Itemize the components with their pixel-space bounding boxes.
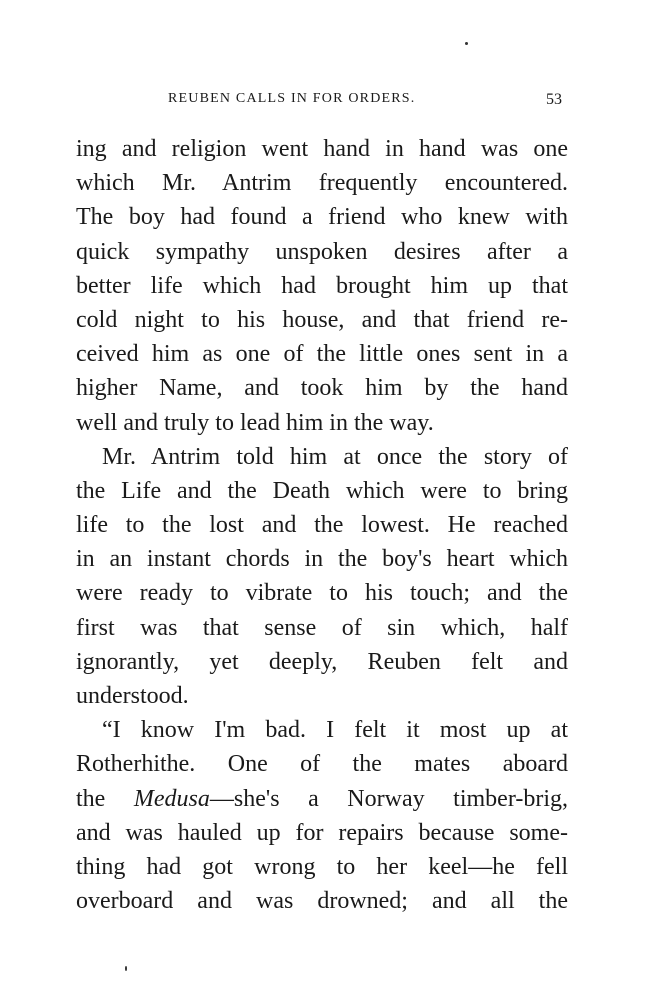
- text-line: well and truly to lead him in the way.: [76, 409, 434, 436]
- text-line: the Life and the Death which were to bring: [76, 477, 568, 504]
- line-part: the Medusa—she's a Norway timber-brig,: [76, 785, 568, 812]
- ship-name: Medusa: [133, 785, 210, 812]
- text-line: thing had got wrong to her keel—he fell: [76, 853, 568, 880]
- text-line: quick sympathy unspoken desires after a: [76, 238, 568, 265]
- text-line: cold night to his house, and that friend re-: [76, 306, 568, 333]
- text-line: “I know I'm bad. I felt it most up at: [102, 717, 568, 744]
- body-text: [76, 132, 568, 918]
- text-line: better life which had brought him up that: [76, 272, 568, 299]
- text-line: overboard and was drowned; and all the: [76, 888, 568, 915]
- running-title: REUBEN CALLS IN FOR ORDERS.: [168, 91, 416, 106]
- text-line: life to the lost and the lowest. He reached: [76, 512, 568, 539]
- print-speck: [465, 42, 468, 45]
- text-line: understood.: [76, 683, 189, 709]
- text-line: in an instant chords in the boy's heart which: [76, 546, 568, 573]
- text-line: ing and religion went hand in hand was one: [76, 136, 568, 162]
- text-line: and was hauled up for repairs because some-: [76, 819, 568, 846]
- text-line: The boy had found a friend who knew with: [76, 204, 568, 231]
- page-header: [76, 91, 562, 113]
- page-number: 53: [546, 91, 562, 108]
- text-line: first was that sense of sin which, half: [76, 614, 568, 641]
- text-line: were ready to vibrate to his touch; and the: [76, 580, 568, 607]
- print-speck: [125, 966, 127, 971]
- text-line: Rotherhithe. One of the mates aboard: [76, 751, 568, 778]
- text-line: ceived him as one of the little ones sent in a: [76, 341, 568, 368]
- text-line: which Mr. Antrim frequently encountered.: [76, 170, 568, 197]
- text-line: Mr. Antrim told him at once the story of: [102, 443, 568, 470]
- text-line: ignorantly, yet deeply, Reuben felt and: [76, 648, 568, 675]
- text-line-with-italic: [76, 782, 568, 816]
- text-line: higher Name, and took him by the hand: [76, 375, 568, 402]
